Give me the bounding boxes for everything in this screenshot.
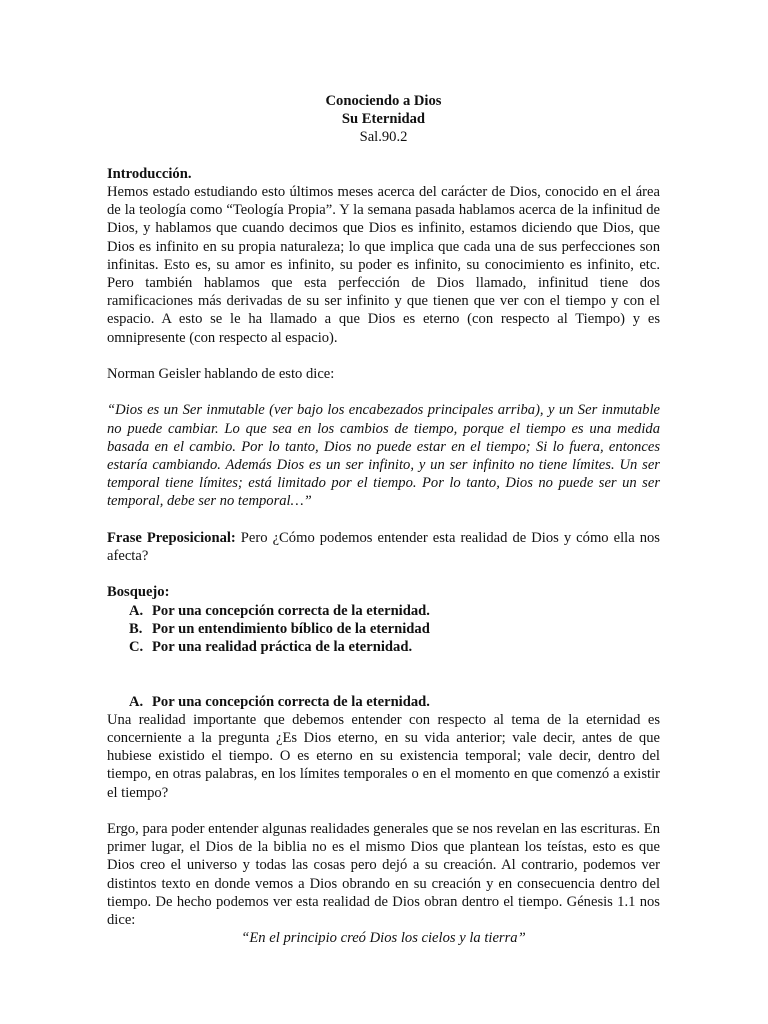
- outline-text: Por una concepción correcta de la eternidad.: [152, 602, 430, 619]
- outline-item-a: [107, 602, 660, 620]
- document-title: Conociendo a Dios: [325, 93, 442, 109]
- intro-paragraph: Hemos estado estudiando esto últimos meses acerca del carácter de Dios, conocido en el área de la teología como “Teología Propia”. Y la semana pasada hablamos acerca de la infinitud de Dios, y hablamos que cuando decimos que Dios es infinito, estamos diciendo que Dios, que Dios es infinito en su propia naturaleza; lo que implica que cada una de sus perfecciones son infinitas. Esto es, su amor es infinito, su poder es infinito, su conocimiento es infinito, etc. Pero también hablamos que esta perfección de Dios llamado, infinitud tiene dos ramificaciones más derivadas de su ser infinito y que tienen que ver con el tiempo y con el espacio. A esto se le ha llamado a que Dios es eterno (con respecto al Tiempo) y es omnipresente (con respecto al espacio).: [107, 184, 660, 346]
- scripture-reference: Sal.90.2: [359, 129, 408, 146]
- outline-letter: B.: [129, 620, 143, 637]
- section-a-title: Por una concepción correcta de la eternidad.: [152, 693, 430, 710]
- proposition-text: Pero ¿Cómo podemos entender esta realidad de Dios y cómo ella nos afecta?: [107, 529, 660, 565]
- section-a-heading: [107, 693, 660, 711]
- outline-text: Por una realidad práctica de la eternidad.: [152, 639, 413, 656]
- proposition-paragraph: [107, 529, 660, 565]
- geisler-lead: Norman Geisler hablando de esto dice:: [107, 366, 335, 383]
- document-subtitle: Su Eternidad: [341, 111, 426, 128]
- outline-letter: C.: [129, 639, 144, 656]
- outline-item-b: [107, 620, 660, 638]
- outline-item-c: [107, 638, 660, 656]
- intro-heading: Introducción.: [107, 165, 192, 182]
- outline-text: Por un entendimiento bíblico de la eternidad: [152, 620, 430, 637]
- section-a-letter: A.: [129, 693, 144, 710]
- proposition-label: Frase Preposicional:: [107, 529, 236, 546]
- geisler-quote: “Dios es un Ser inmutable (ver bajo los encabezados principales arriba), y un Ser inmutable no puede cambiar. Lo que sea en los cambios de tiempo, porque el tiempo es una medida basada en el cambio. Por lo tanto, Dios no puede estar en el tiempo; Si lo fuera, entonces estaría cambiando. Además Dios es un ser infinito, y un ser infinito no tiene límites. Un ser temporal tiene límites; está limitado por el tiempo. Por lo tanto, Dios no puede ser un ser temporal, debe ser no temporal…”: [107, 402, 660, 510]
- genesis-citation: “En el principio creó Dios los cielos y la tierra”: [241, 930, 526, 947]
- outline-list: [107, 602, 660, 657]
- outline-heading: Bosquejo:: [107, 584, 170, 601]
- section-a-paragraph-1: Una realidad importante que debemos entender con respecto al tema de la eternidad es concerniente a la pregunta ¿Es Dios eterno, en su vida anterior; vale decir, antes de que hubiese existido el tiempo. O es eterno en su existencia temporal; vale decir, dentro del tiempo, en otras palabras, en los límites temporales o en el momento en que comenzó a existir el tiempo?: [107, 711, 660, 801]
- section-a-paragraph-2: Ergo, para poder entender algunas realidades generales que se nos revelan en las escrituras. En primer lugar, el Dios de la biblia no es el mismo Dios que plantean los teístas, esto es que Dios creo el universo y todas las cosas pero dejó a su creación. Al contrario, podemos ver distintos texto en donde vemos a Dios obrando en su creación y en consecuencia dentro del tiempo. De hecho podemos ver esta realidad de Dios obran dentro el tiempo. Génesis 1.1 nos dice:: [107, 821, 660, 929]
- document-body: [107, 92, 660, 947]
- outline-letter: A.: [129, 602, 144, 619]
